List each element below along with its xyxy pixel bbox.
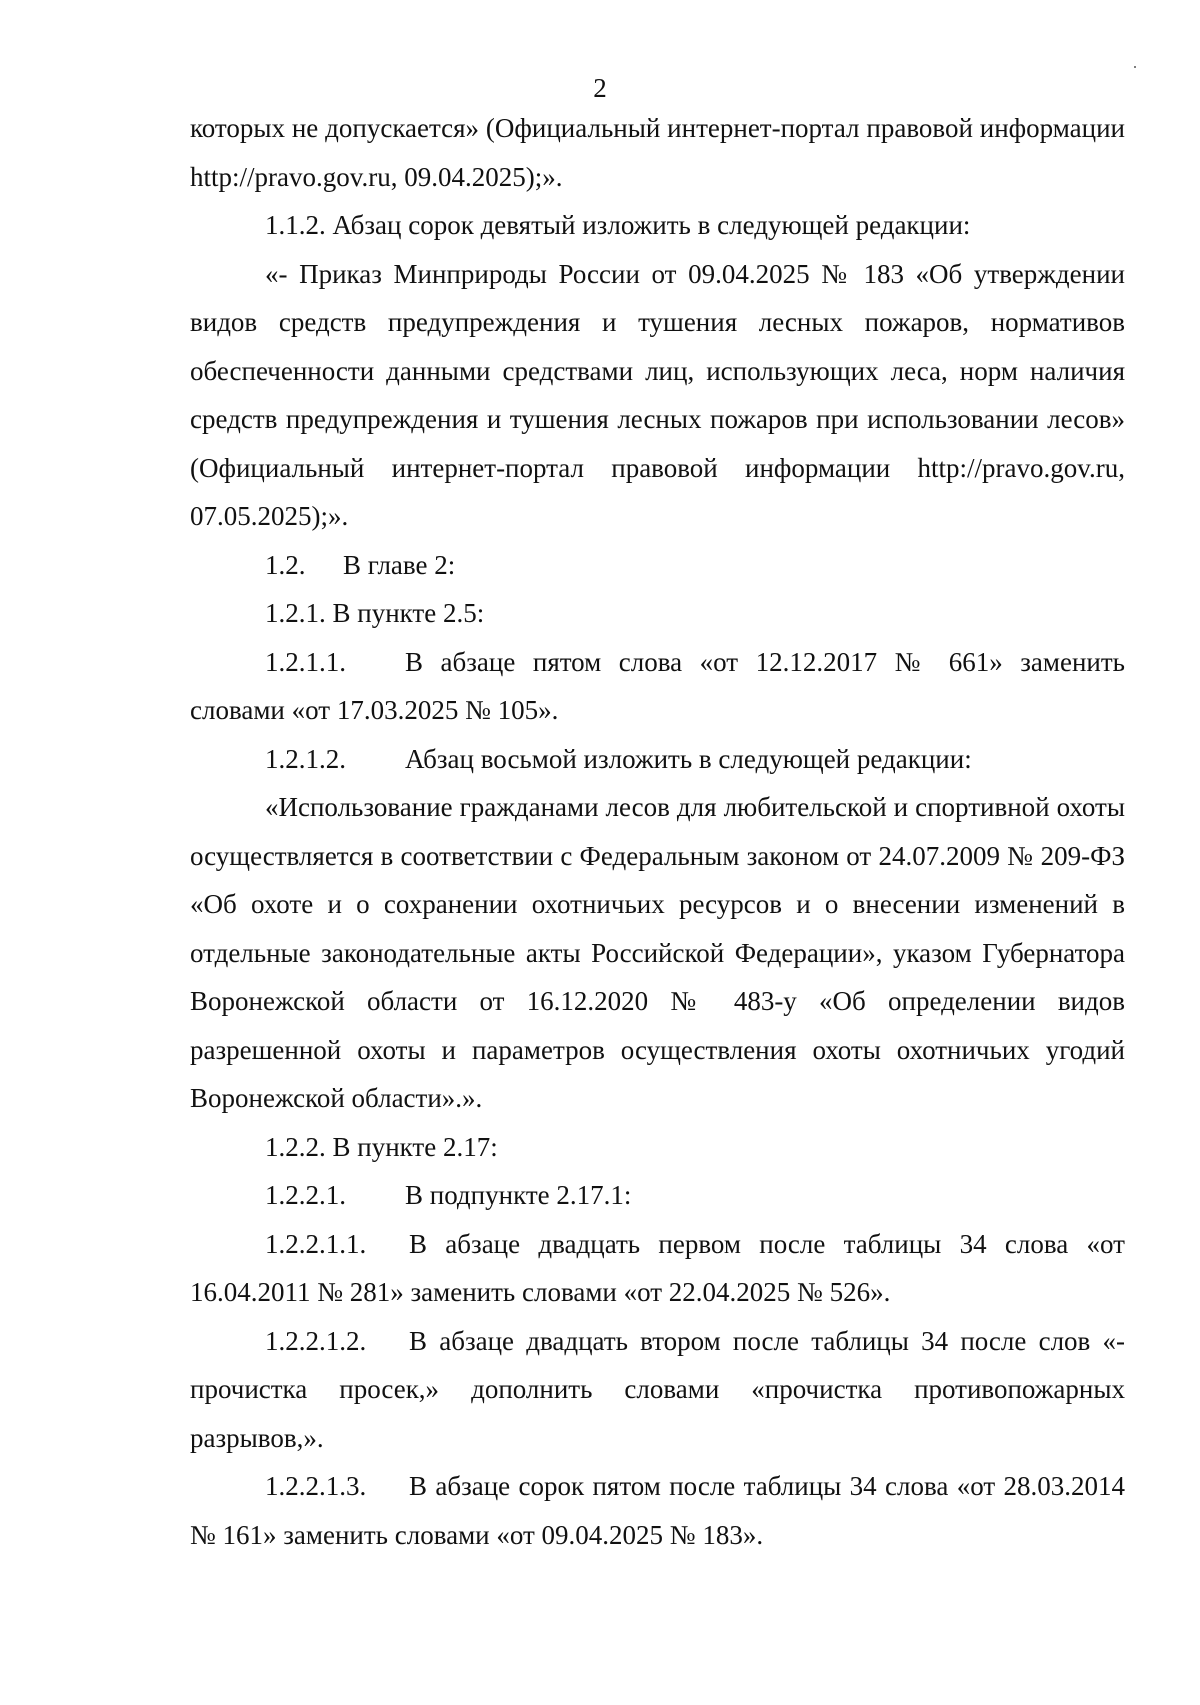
- clause-number: 1.2.2.1.: [265, 1180, 346, 1210]
- paragraph-1-1-2: 1.1.2. Абзац сорок девятый изложить в следующей редакции:: [265, 210, 971, 240]
- paragraph-1-2-2-1-3: [190, 1462, 1125, 1559]
- paragraph-1-2: [190, 541, 1125, 590]
- paragraph-1-2-2: 1.2.2. В пункте 2.17:: [265, 1131, 498, 1162]
- clause-text: В абзаце сорок пятом после таблицы 34 слова «от 28.03.2014 № 161» заменить словами «от 09.04.2025 № 183».: [190, 1471, 1125, 1550]
- clause-text: Абзац восьмой изложить в следующей редакции:: [405, 743, 972, 774]
- paragraph-1-2-2-1-1: [190, 1220, 1125, 1317]
- clause-number: 1.2.2.1.3.: [265, 1471, 367, 1501]
- paragraph-1-2-2-1-2: [190, 1317, 1125, 1463]
- clause-text: В абзаце двадцать первом после таблицы 34 слова «от 16.04.2011 № 281» заменить словами «от 22.04.2025 № 526».: [190, 1228, 1125, 1307]
- paragraph-continuation: которых не допускается» (Официальный интернет-портал правовой информации http://pravo.gov.ru, 09.04.2025);».: [190, 113, 1125, 192]
- page-number: 2: [593, 73, 607, 103]
- clause-text: В подпункте 2.17.1:: [405, 1180, 632, 1210]
- clause-number: 1.2.2.1.2.: [265, 1325, 367, 1356]
- clause-number: 1.2.2.1.1.: [265, 1228, 367, 1259]
- paragraph-1-2-1: 1.2.1. В пункте 2.5:: [265, 598, 485, 628]
- paragraph-1-2-2-1: [190, 1171, 1125, 1220]
- clause-text: В абзаце двадцать втором после таблицы 34 после слов «- прочистка просек,» дополнить словами «прочистка противопожарных разрывов,».: [190, 1325, 1125, 1453]
- paragraph-1-2-1-1: [190, 638, 1125, 735]
- clause-text: В главе 2:: [343, 549, 456, 580]
- document-body: [190, 104, 1125, 1559]
- paragraph-quoted-hunting: «Использование гражданами лесов для любительской и спортивной охоты осуществляется в соответствии с Федеральным законом от 24.07.2009 № 209-ФЗ «Об охоте и о сохранении охотничьих ресурсов и о внесении изменений в отдельные законодательные акты Российской Федерации», указом Губернатора Воронежской области от 16.12.2020 № 483-у «Об определении видов разрешенной охоты и параметров осуществления охоты охотничьих угодий Воронежской области».».: [190, 792, 1125, 1113]
- clause-number: 1.2.1.1.: [265, 646, 346, 677]
- paragraph-quoted-order: «- Приказ Минприроды России от 09.04.2025 № 183 «Об утверждении видов средств предупреждения и тушения лесных пожаров, нормативов обеспеченности данными средствами лиц, использующих леса, норм наличия средств предупреждения и тушения лесных пожаров при использовании лесов» (Официальный интернет-портал правовой информации http://pravo.gov.ru, 07.05.2025);».: [190, 258, 1125, 531]
- scan-speck: [1134, 66, 1136, 68]
- clause-text: В абзаце пятом слова «от 12.12.2017 № 661» заменить словами «от 17.03.2025 № 105».: [190, 646, 1125, 725]
- clause-number: 1.2.: [265, 549, 306, 580]
- clause-number: 1.2.1.2.: [265, 743, 346, 774]
- paragraph-1-2-1-2: [190, 735, 1125, 784]
